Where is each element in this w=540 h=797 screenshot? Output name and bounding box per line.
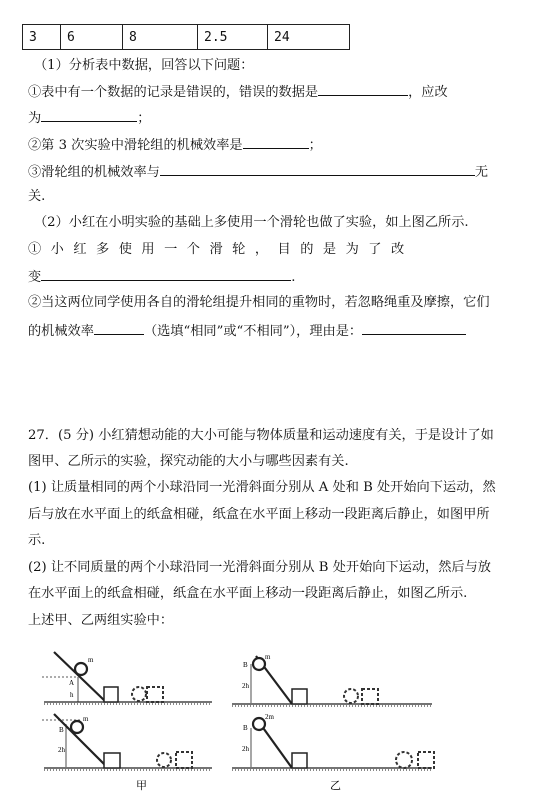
question-4-line-1: ①小红多使用一个滑轮，目的是为了改 xyxy=(28,242,414,257)
question-3-line-1 xyxy=(28,162,488,182)
part-2-heading: （2）小红在小明实验的基础上多使用一个滑轮也做了实验，如上图乙所示. xyxy=(34,215,469,230)
answer-blank-same-or-not[interactable] xyxy=(94,321,144,335)
box-final-position-icon xyxy=(362,689,378,704)
point-b-label: B xyxy=(243,661,248,669)
answer-blank-reason[interactable] xyxy=(362,321,466,335)
question-1-line-2-text: 为 xyxy=(28,111,42,126)
data-table xyxy=(22,24,350,50)
question-1-line-2 xyxy=(28,108,150,128)
figure-caption-jia: 甲 xyxy=(136,780,147,792)
ball-icon xyxy=(253,658,265,670)
problem-27-line-3: (1) 让质量相同的两个小球沿同一光滑斜面分别从 A 处和 B 处开始向下运动，然 xyxy=(28,480,496,495)
figure-jia-bottom xyxy=(42,714,212,770)
ball-icon xyxy=(75,663,87,675)
question-5-text-a: 的机械效率 xyxy=(28,324,94,339)
answer-blank-efficiency[interactable] xyxy=(243,135,309,149)
problem-27-line-8: 上述甲、乙两组实验中： xyxy=(28,613,174,628)
question-1-end: ； xyxy=(137,111,151,126)
height-h-label: h xyxy=(70,691,74,699)
point-a-label: A xyxy=(69,679,75,687)
table-cell: 3 xyxy=(23,25,61,50)
problem-27-line-2: 图甲、乙所示的实验，探究动能的大小与哪些因素有关. xyxy=(28,454,349,469)
problem-27-line-6: (2) 让不同质量的两个小球沿同一光滑斜面分别从 B 处开始向下运动，然后与放 xyxy=(28,560,491,575)
experiment-figure xyxy=(40,650,500,795)
box-final-position-icon xyxy=(176,752,192,768)
table-row xyxy=(23,25,350,50)
question-1-mid: ，应改 xyxy=(408,85,448,100)
figure-yi-top xyxy=(232,653,432,706)
problem-27-line-5: 示. xyxy=(28,533,46,548)
problem-27-line-1: 27．(5 分) 小红猜想动能的大小可能与物体质量和运动速度有关，于是设计了如 xyxy=(28,428,494,443)
table-cell: 8 xyxy=(123,25,198,50)
problem-27-line-7: 在水平面上的纸盒相碰，纸盒在水平面上移动一段距离后静止，如图乙所示. xyxy=(28,586,468,601)
figure-jia-top xyxy=(42,652,212,704)
height-2h-label: 2h xyxy=(242,745,249,753)
figure-yi-bottom xyxy=(232,713,434,770)
mass-label: m xyxy=(88,656,94,664)
point-b-label: B xyxy=(243,724,248,732)
height-2h-label: 2h xyxy=(58,746,65,754)
question-5-line-2 xyxy=(28,321,466,341)
question-4-end: . xyxy=(291,270,296,285)
box-final-position-icon xyxy=(418,752,434,768)
paper-box-icon xyxy=(292,753,307,768)
ball-icon xyxy=(71,721,83,733)
question-2-text: ②第 3 次实验中滑轮组的机械效率是 xyxy=(28,138,243,153)
answer-blank-purpose[interactable] xyxy=(41,267,291,281)
answer-blank-correct-data[interactable] xyxy=(41,108,137,122)
paper-box-icon xyxy=(104,753,120,768)
figure-caption-yi: 乙 xyxy=(330,780,341,792)
answer-blank-unrelated-factor[interactable] xyxy=(160,162,475,176)
box-final-position-icon xyxy=(147,687,163,702)
paper-box-icon xyxy=(104,687,118,702)
mass-label: m xyxy=(265,653,271,661)
question-4-line-2 xyxy=(28,267,295,287)
question-3-text: ③滑轮组的机械效率与 xyxy=(28,165,160,180)
paper-box-icon xyxy=(292,689,307,704)
height-2h-label: 2h xyxy=(242,682,249,690)
question-3-end: 无 xyxy=(474,165,489,180)
question-3-line-2: 关. xyxy=(28,189,46,204)
answer-blank-wrong-data[interactable] xyxy=(318,82,408,96)
ball-icon xyxy=(253,718,265,730)
mass-label: m xyxy=(83,715,89,723)
question-2-end: ； xyxy=(308,138,322,153)
question-5-text-b: （选填“相同”或“不相同”），理由是： xyxy=(143,324,363,339)
table-cell: 6 xyxy=(61,25,123,50)
question-4-line-2-text: 变 xyxy=(28,270,42,285)
analysis-heading: （1）分析表中数据，回答以下问题： xyxy=(34,58,254,73)
question-2-line xyxy=(28,135,322,155)
point-b-label: B xyxy=(59,726,64,734)
table-cell: 24 xyxy=(268,25,350,50)
problem-27-line-4: 后与放在水平面上的纸盒相碰，纸盒在水平面上移动一段距离后静止，如图甲所 xyxy=(28,507,490,522)
table-cell: 2.5 xyxy=(198,25,268,50)
mass-2m-label: 2m xyxy=(265,713,274,721)
question-5-line-1: ②当这两位同学使用各自的滑轮组提升相同的重物时，若忽略绳重及摩擦，它们 xyxy=(28,295,490,310)
question-1-text: ①表中有一个数据的记录是错误的，错误的数据是 xyxy=(28,85,319,100)
question-1-line-1 xyxy=(28,82,448,102)
